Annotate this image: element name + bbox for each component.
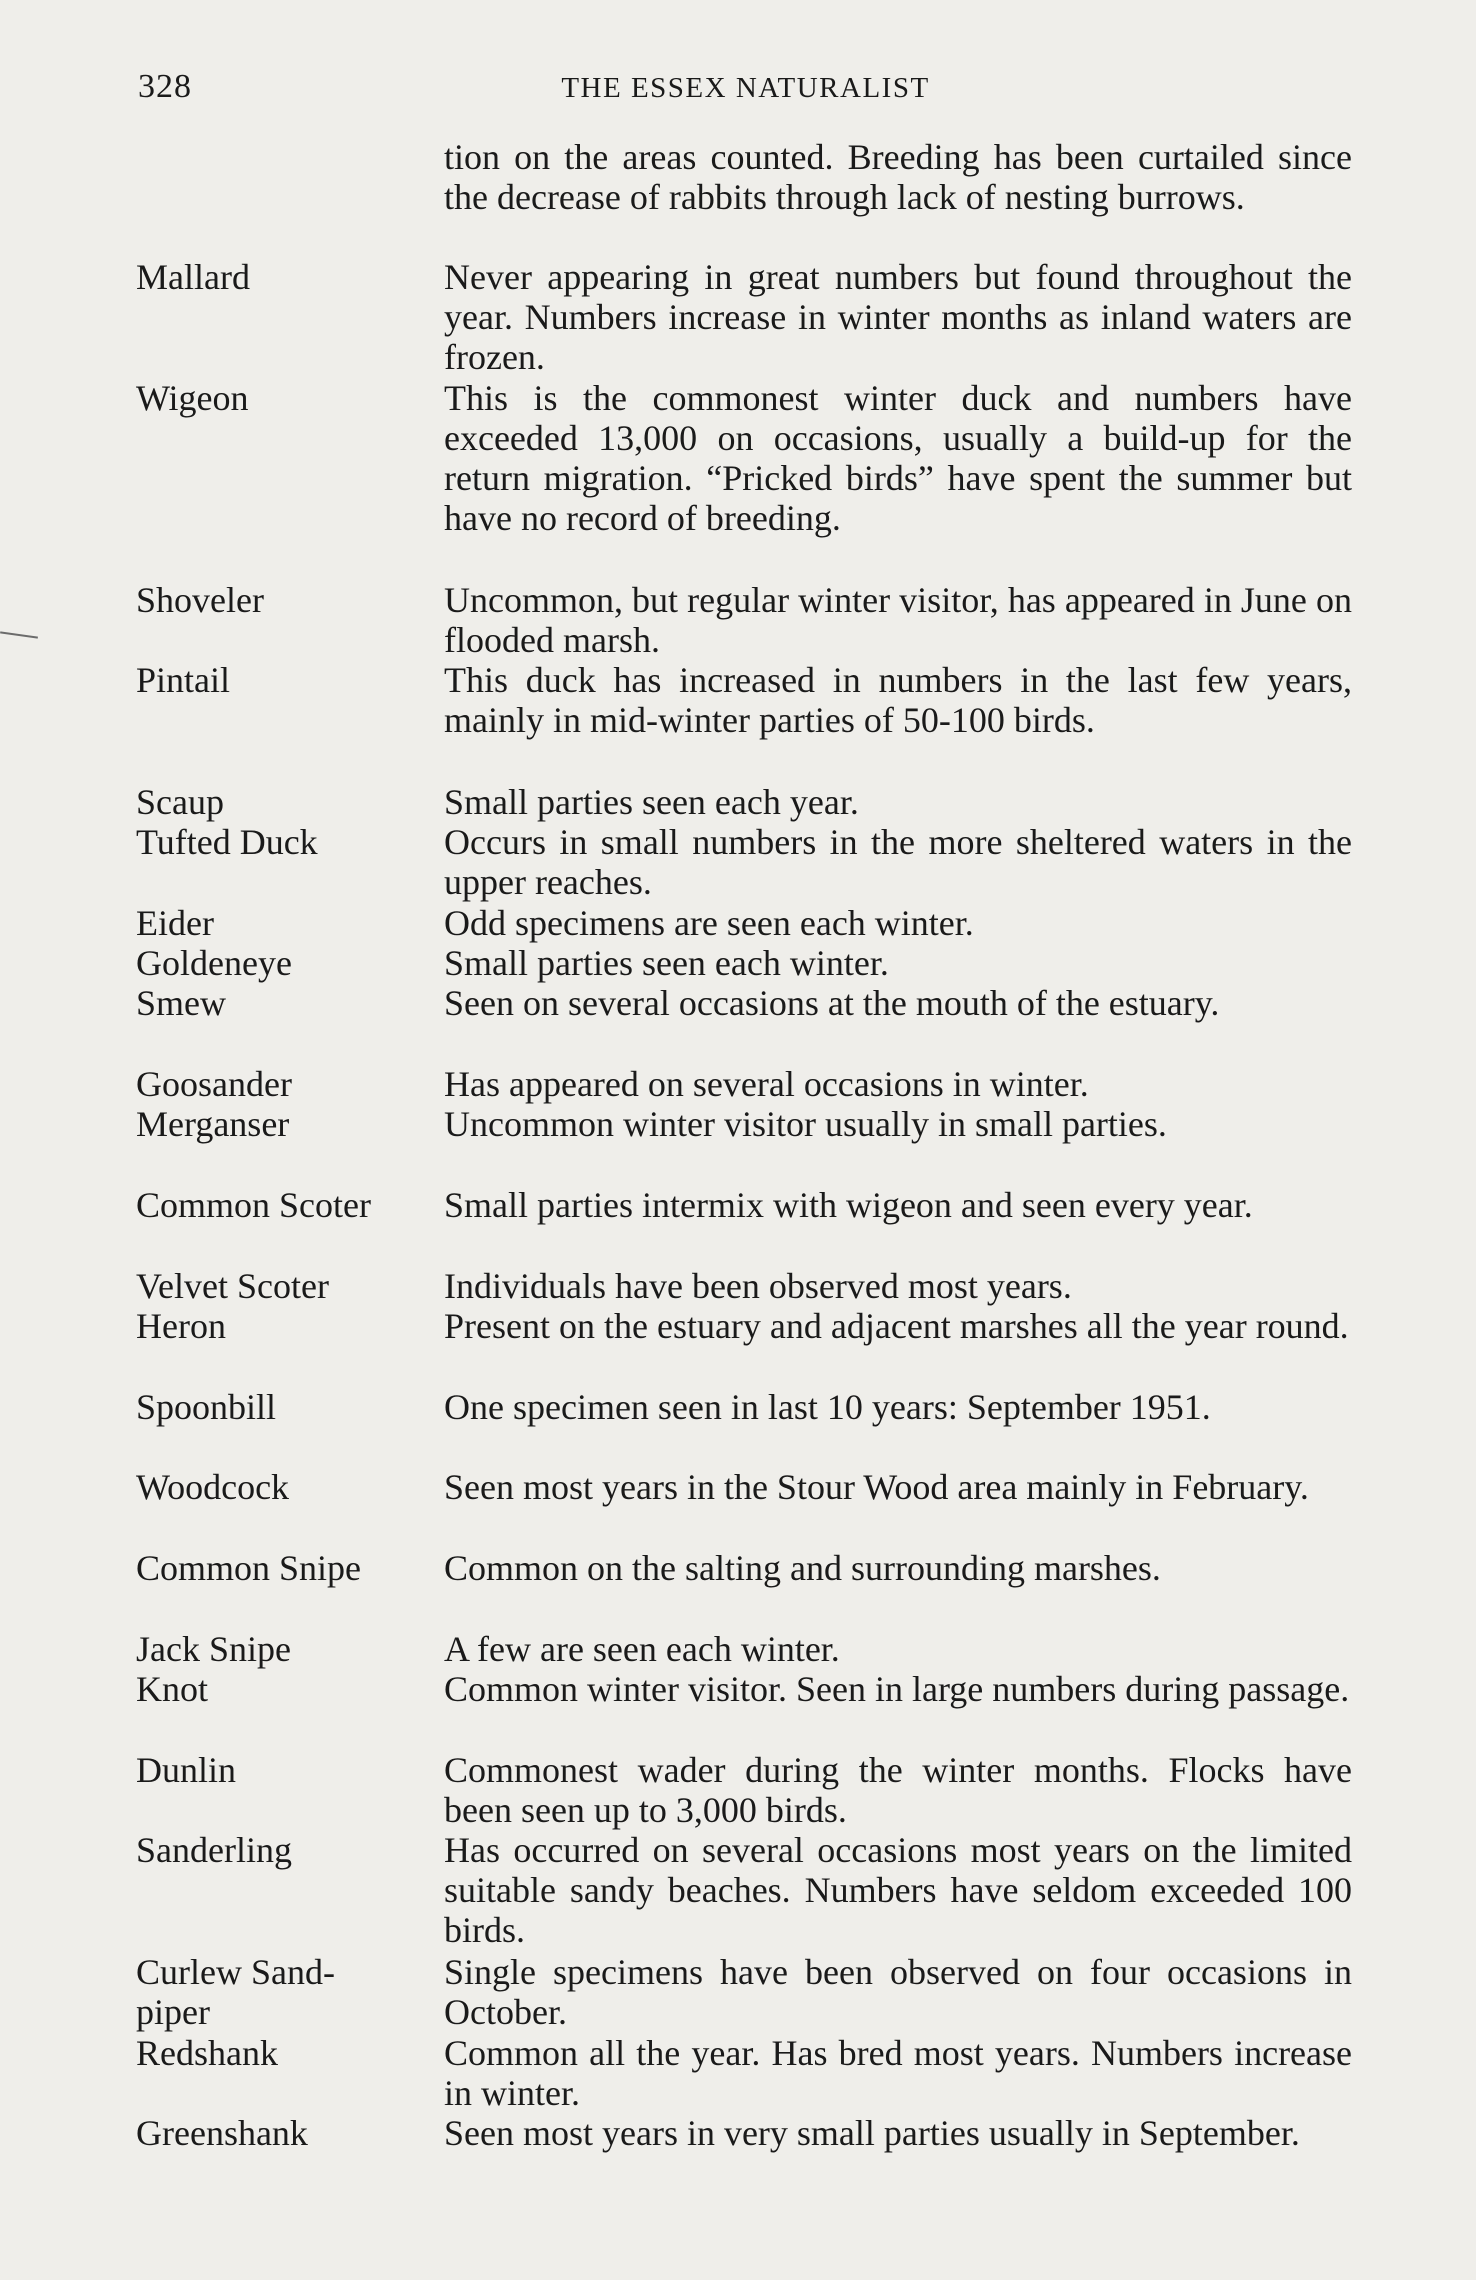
species-name: Eider — [136, 903, 214, 943]
margin-mark — [0, 631, 38, 638]
species-name: Merganser — [136, 1104, 290, 1144]
species-name: Velvet Scoter — [136, 1266, 329, 1306]
species-note: Never appearing in great numbers but found throughout the year. Numbers increase in winter months as inland waters are frozen. — [444, 257, 1352, 377]
running-title: THE ESSEX NATURALIST — [561, 72, 930, 104]
species-note: Has appeared on several occasions in winter. — [444, 1064, 1089, 1104]
species-name: Spoonbill — [136, 1387, 277, 1427]
species-note: Has occurred on several occasions most years on the limited suitable sandy beaches. Numbers have seldom exceeded 100 birds. — [444, 1830, 1352, 1950]
species-name: Tufted Duck — [136, 822, 318, 862]
species-note: This duck has increased in numbers in the last few years, mainly in mid-winter parties of 50-100 birds. — [444, 660, 1352, 740]
species-note: Single specimens have been observed on four occasions in October. — [444, 1952, 1352, 2032]
species-name: Greenshank — [136, 2113, 308, 2153]
species-name: Heron — [136, 1306, 226, 1346]
page-number: 328 — [138, 68, 192, 105]
species-note: Common winter visitor. Seen in large numbers during passage. — [444, 1669, 1350, 1709]
page-header — [138, 68, 1353, 118]
species-note: Uncommon winter visitor usually in small parties. — [444, 1104, 1167, 1144]
species-name: Curlew Sand- piper — [136, 1952, 335, 2032]
species-note: A few are seen each winter. — [444, 1629, 840, 1669]
species-note: Small parties seen each winter. — [444, 943, 889, 983]
species-note: This is the commonest winter duck and numbers have exceeded 13,000 on occasions, usually a build-up for the return migration. “Pricked birds” have spent the summer but have no record of breeding. — [444, 378, 1352, 538]
species-name: Smew — [136, 983, 226, 1023]
species-name: Dunlin — [136, 1750, 237, 1790]
species-name: Wigeon — [136, 378, 249, 418]
species-name: Mallard — [136, 257, 250, 297]
species-name: Goosander — [136, 1064, 292, 1104]
species-note: Uncommon, but regular winter visitor, has appeared in June on flooded marsh. — [444, 580, 1352, 660]
species-note: Seen most years in the Stour Wood area mainly in February. — [444, 1467, 1309, 1507]
species-name: Pintail — [136, 660, 231, 700]
species-note: Present on the estuary and adjacent marshes all the year round. — [444, 1306, 1349, 1346]
species-note: One specimen seen in last 10 years: September 1951. — [444, 1387, 1211, 1427]
species-note: Common on the salting and surrounding marshes. — [444, 1548, 1161, 1588]
species-note: Seen on several occasions at the mouth of the estuary. — [444, 983, 1220, 1023]
species-name: Sanderling — [136, 1830, 292, 1870]
species-name: Common Snipe — [136, 1548, 362, 1588]
species-name: Goldeneye — [136, 943, 292, 983]
species-name: Shoveler — [136, 580, 264, 620]
species-name: Redshank — [136, 2033, 278, 2073]
species-name: Knot — [136, 1669, 208, 1709]
species-name: Woodcock — [136, 1467, 290, 1507]
species-note: Common all the year. Has bred most years. Numbers increase in winter. — [444, 2033, 1352, 2113]
species-note: Occurs in small numbers in the more sheltered waters in the upper reaches. — [444, 822, 1352, 902]
species-note: Odd specimens are seen each winter. — [444, 903, 974, 943]
species-note: Individuals have been observed most years. — [444, 1266, 1072, 1306]
species-note: Seen most years in very small parties usually in September. — [444, 2113, 1300, 2153]
species-name: Jack Snipe — [136, 1629, 291, 1669]
species-name: Common Scoter — [136, 1185, 371, 1225]
species-name: Scaup — [136, 782, 224, 822]
species-note: Small parties seen each year. — [444, 782, 859, 822]
species-note: Small parties intermix with wigeon and seen every year. — [444, 1185, 1253, 1225]
species-note: tion on the areas counted. Breeding has been curtailed since the decrease of rabbits through lack of nesting burrows. — [444, 137, 1352, 217]
species-note: Commonest wader during the winter months. Flocks have been seen up to 3,000 birds. — [444, 1750, 1352, 1830]
